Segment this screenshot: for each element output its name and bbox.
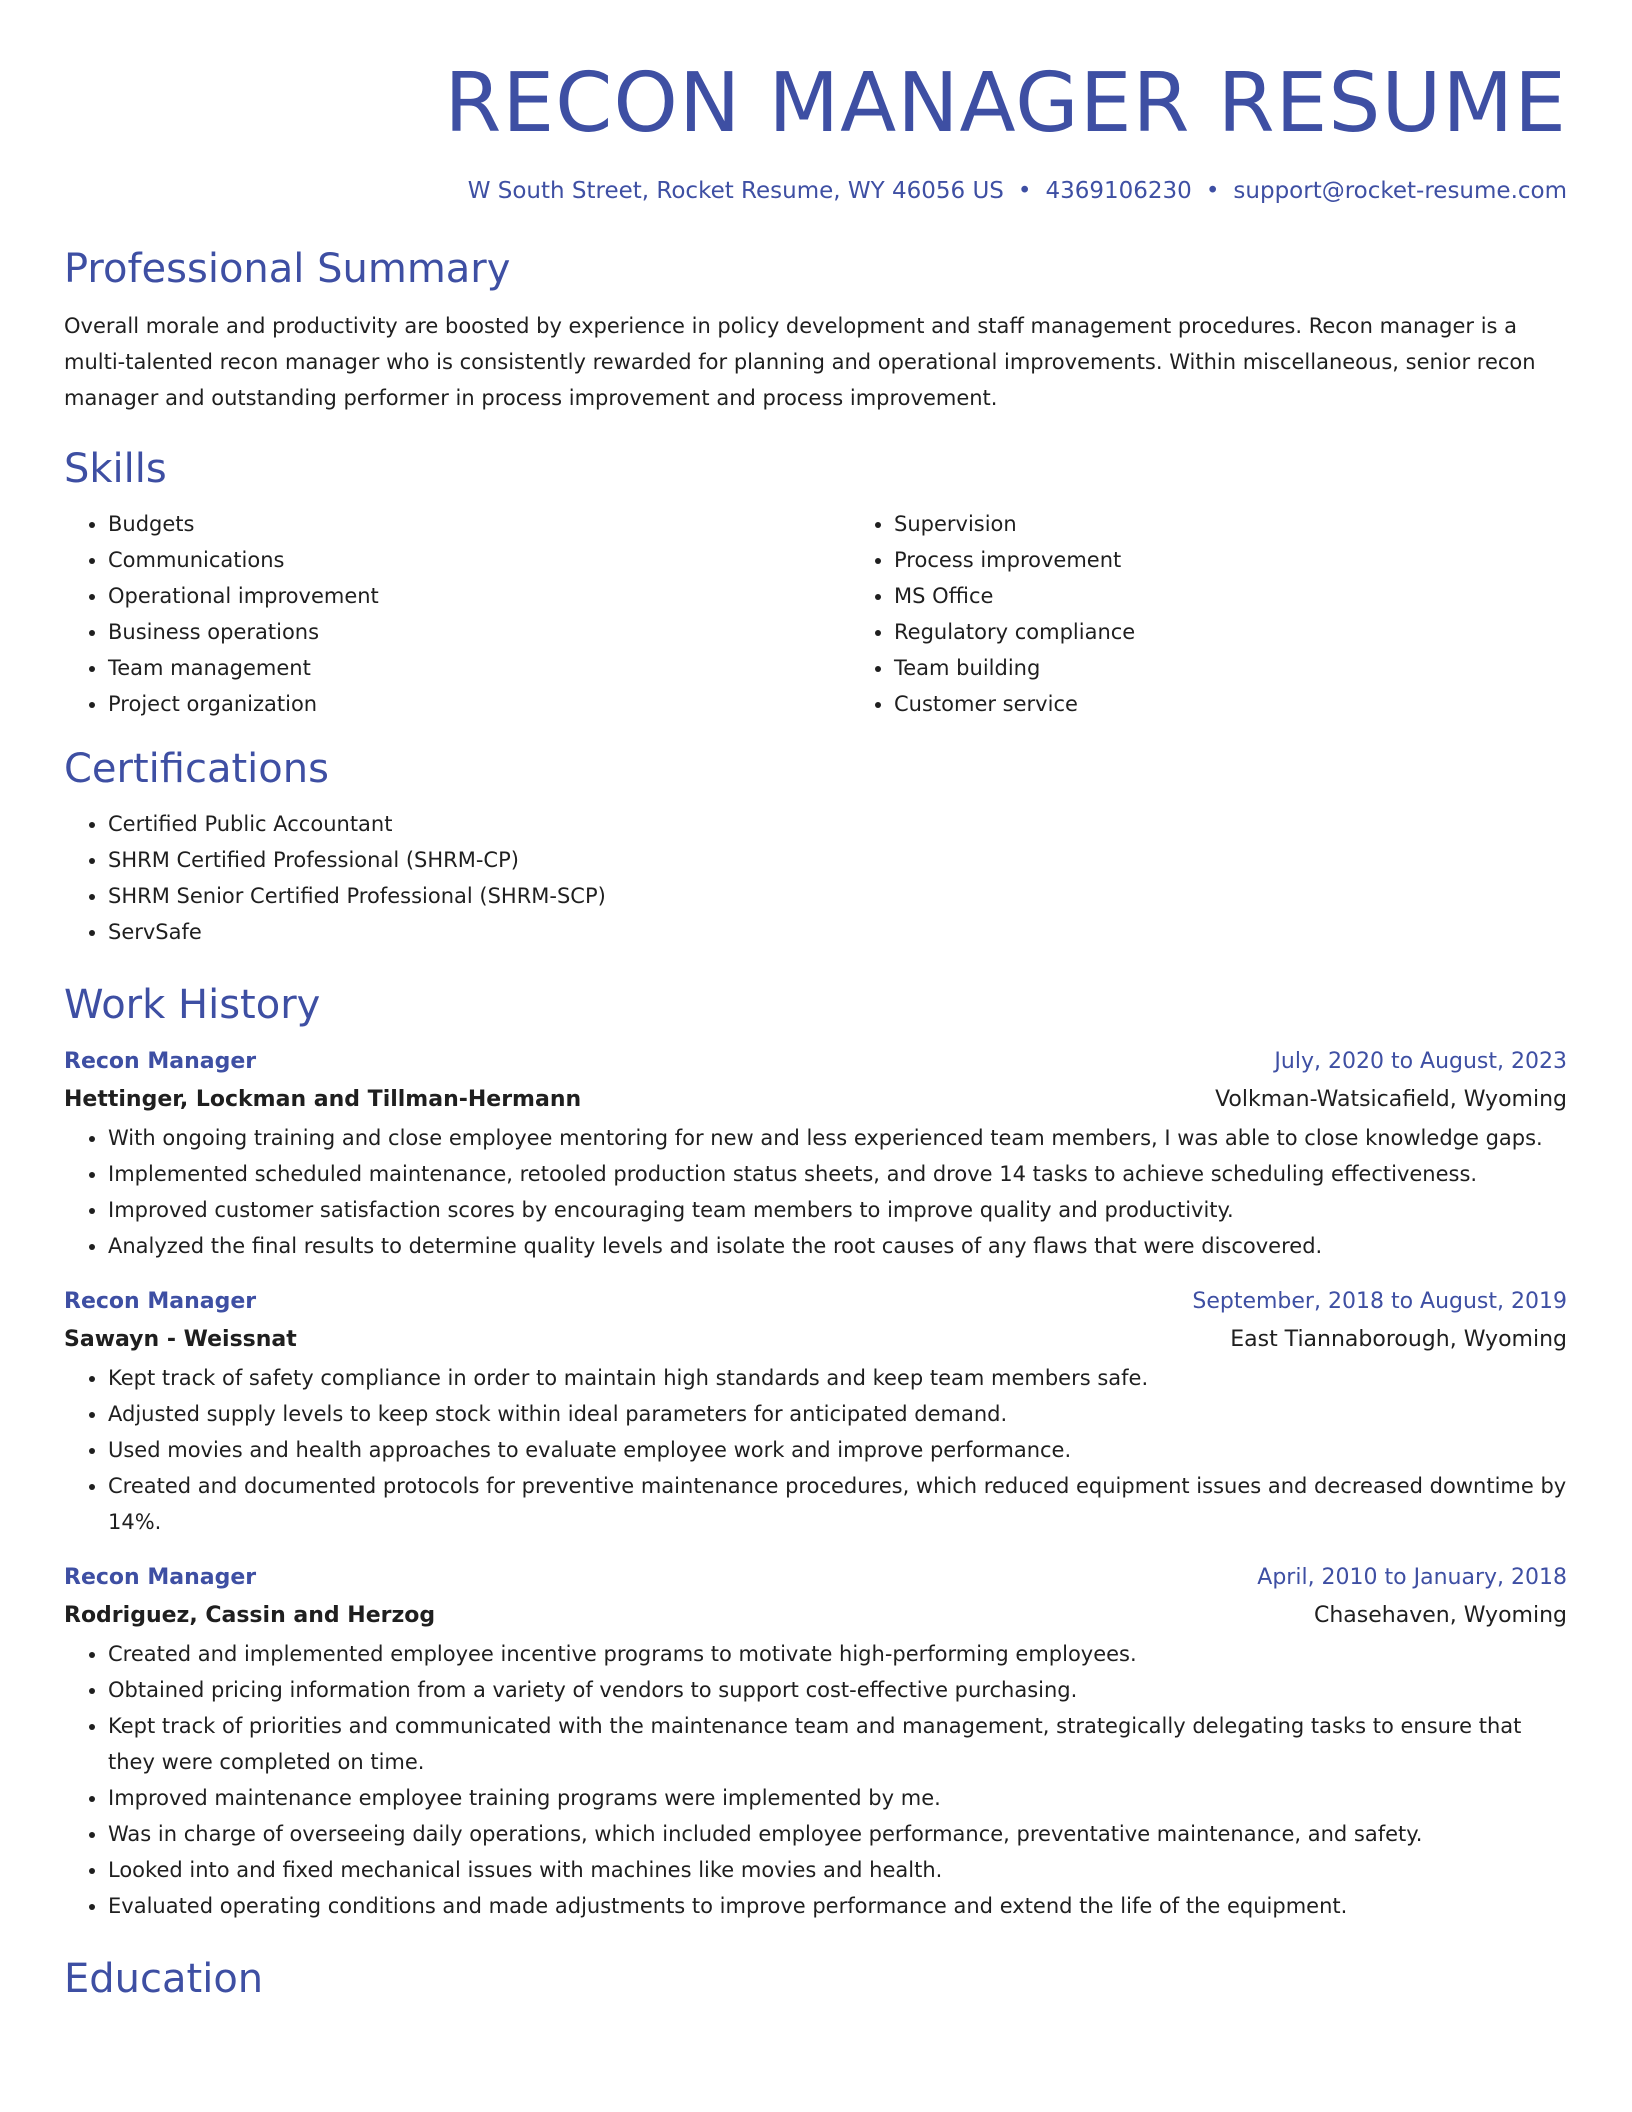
certification-item: • SHRM Senior Certified Professional (SHRM-SCP) bbox=[108, 878, 1567, 914]
work-history-section bbox=[64, 980, 1567, 1924]
certifications-section bbox=[64, 744, 1567, 950]
resume-page bbox=[64, 0, 1567, 2004]
certification-item: • ServSafe bbox=[108, 914, 1567, 950]
job-bullets bbox=[64, 1360, 1567, 1540]
skill-item: • Budgets bbox=[108, 506, 850, 542]
job-bullet: • Improved maintenance employee training programs were implemented by me. bbox=[108, 1780, 1567, 1816]
job-dates: April, 2010 to January, 2018 bbox=[1257, 1565, 1567, 1590]
job-title: Recon Manager bbox=[64, 1565, 257, 1590]
contact-separator: • bbox=[1205, 178, 1220, 204]
job-entry bbox=[64, 1044, 1567, 1264]
job-bullet: • Created and documented protocols for preventive maintenance procedures, which reduced equipment issues and decreased downtime by 14%. bbox=[108, 1468, 1567, 1540]
job-entry bbox=[64, 1560, 1567, 1924]
job-bullet: • Looked into and fixed mechanical issues with machines like movies and health. bbox=[108, 1852, 1567, 1888]
job-company: Hettinger, Lockman and Tillman-Hermann bbox=[64, 1087, 582, 1112]
job-dates: September, 2018 to August, 2019 bbox=[1192, 1289, 1567, 1314]
skills-list-right bbox=[850, 506, 1632, 722]
skill-item: • Operational improvement bbox=[108, 578, 850, 614]
job-bullets bbox=[64, 1636, 1567, 1924]
job-bullet: • Was in charge of overseeing daily operations, which included employee performance, preventative maintenance, and safety. bbox=[108, 1816, 1567, 1852]
contact-separator: • bbox=[1017, 178, 1032, 204]
job-bullet: • Implemented scheduled maintenance, retooled production status sheets, and drove 14 tasks to achieve scheduling effectiveness. bbox=[108, 1156, 1567, 1192]
summary-title: Professional Summary bbox=[64, 246, 511, 292]
skill-item: • Communications bbox=[108, 542, 850, 578]
job-company-row bbox=[64, 1080, 1567, 1120]
contact-email: support@rocket-resume.com bbox=[1233, 178, 1567, 204]
job-bullet: • Improved customer satisfaction scores by encouraging team members to improve quality and productivity. bbox=[108, 1192, 1567, 1228]
job-company-row bbox=[64, 1320, 1567, 1360]
summary-section bbox=[64, 244, 1567, 416]
skill-item: • Project organization bbox=[108, 686, 850, 722]
job-location: Chasehaven, Wyoming bbox=[1314, 1603, 1567, 1628]
skill-item: • MS Office bbox=[894, 578, 1632, 614]
skill-item: • Process improvement bbox=[894, 542, 1632, 578]
skill-item: • Customer service bbox=[894, 686, 1632, 722]
job-bullet: • Adjusted supply levels to keep stock within ideal parameters for anticipated demand. bbox=[108, 1396, 1567, 1432]
job-company: Sawayn - Weissnat bbox=[64, 1327, 297, 1352]
job-location: Volkman-Watsicafield, Wyoming bbox=[1215, 1087, 1567, 1112]
job-entry bbox=[64, 1284, 1567, 1540]
job-bullet: • Obtained pricing information from a variety of vendors to support cost-effective purchasing. bbox=[108, 1672, 1567, 1708]
job-bullet: • Kept track of priorities and communicated with the maintenance team and management, strategically delegating tasks to ensure that they were completed on time. bbox=[108, 1708, 1567, 1780]
job-bullet: • Created and implemented employee incentive programs to motivate high-performing employees. bbox=[108, 1636, 1567, 1672]
certifications-title: Certifications bbox=[64, 746, 329, 792]
job-bullet: • Kept track of safety compliance in order to maintain high standards and keep team members safe. bbox=[108, 1360, 1567, 1396]
contact-phone: 4369106230 bbox=[1045, 178, 1192, 204]
job-dates: July, 2020 to August, 2023 bbox=[1274, 1049, 1567, 1074]
resume-name: RECON MANAGER RESUME bbox=[444, 56, 1567, 151]
job-header-row bbox=[64, 1044, 1567, 1080]
job-bullet: • With ongoing training and close employee mentoring for new and less experienced team members, I was able to close knowledge gaps. bbox=[108, 1120, 1567, 1156]
certification-item: • Certified Public Accountant bbox=[108, 806, 1567, 842]
job-company-row bbox=[64, 1596, 1567, 1636]
skill-item: • Supervision bbox=[894, 506, 1632, 542]
job-company: Rodriguez, Cassin and Herzog bbox=[64, 1603, 436, 1628]
certification-item: • SHRM Certified Professional (SHRM-CP) bbox=[108, 842, 1567, 878]
job-title: Recon Manager bbox=[64, 1049, 257, 1074]
job-bullet: • Analyzed the final results to determine quality levels and isolate the root causes of any flaws that were discovered. bbox=[108, 1228, 1567, 1264]
job-header-row bbox=[64, 1284, 1567, 1320]
skill-item: • Regulatory compliance bbox=[894, 614, 1632, 650]
summary-text: Overall morale and productivity are boosted by experience in policy development and staff management procedures. Recon manager is a multi-talented recon manager who is consistently rewarded for planning and operational improvements. Within miscellaneous, senior recon manager and outstanding performer in process improvement and process improvement. bbox=[64, 314, 1536, 410]
skill-item: • Team management bbox=[108, 650, 850, 686]
skill-item: • Team building bbox=[894, 650, 1632, 686]
skills-section bbox=[64, 444, 1567, 722]
education-section bbox=[64, 1954, 1567, 2004]
contact-address: W South Street, Rocket Resume, WY 46056 US bbox=[467, 178, 1004, 204]
job-location: East Tiannaborough, Wyoming bbox=[1230, 1327, 1567, 1352]
skills-grid bbox=[64, 506, 1567, 722]
work-history-title: Work History bbox=[64, 982, 321, 1028]
job-title: Recon Manager bbox=[64, 1289, 257, 1314]
education-title: Education bbox=[64, 1956, 264, 2002]
certifications-list bbox=[64, 806, 1567, 950]
job-header-row bbox=[64, 1560, 1567, 1596]
skills-title: Skills bbox=[64, 446, 167, 492]
skill-item: • Business operations bbox=[108, 614, 850, 650]
skills-list-left bbox=[64, 506, 850, 722]
job-bullets bbox=[64, 1120, 1567, 1264]
contact-line bbox=[64, 176, 1567, 206]
job-bullet: • Used movies and health approaches to evaluate employee work and improve performance. bbox=[108, 1432, 1567, 1468]
job-bullet: • Evaluated operating conditions and made adjustments to improve performance and extend the life of the equipment. bbox=[108, 1888, 1567, 1924]
